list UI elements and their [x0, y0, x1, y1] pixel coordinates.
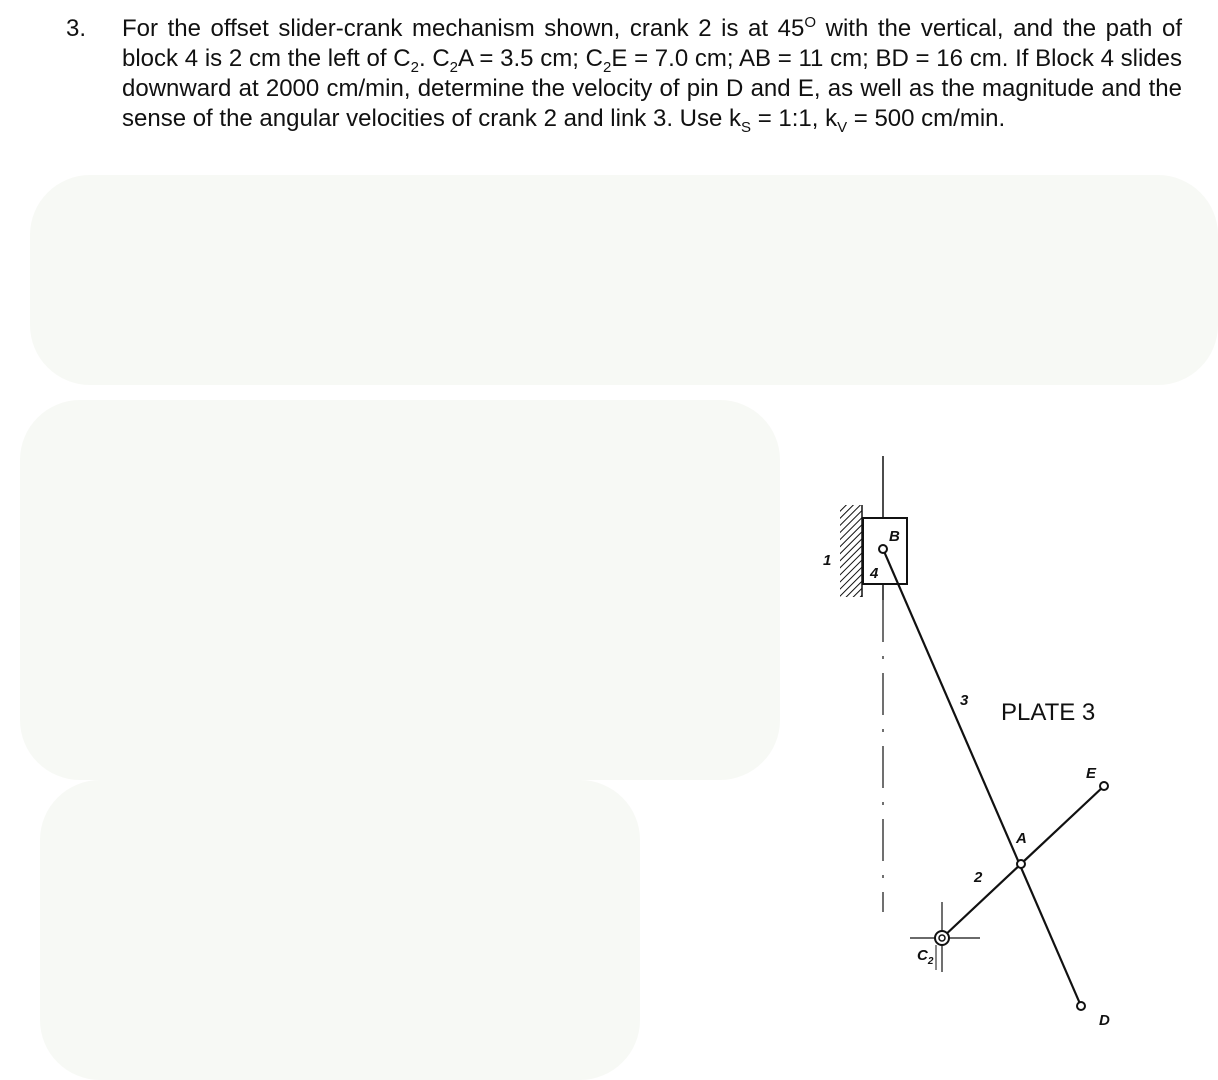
- label-frame-1: 1: [823, 552, 832, 569]
- pin-a: [1017, 860, 1025, 868]
- label-crank-2: 2: [974, 869, 983, 886]
- pin-e: [1100, 782, 1108, 790]
- pivot-c2-inner: [939, 935, 945, 941]
- problem-number: 3.: [66, 15, 87, 42]
- ground-hatch: [840, 505, 862, 597]
- label-link-3: 3: [960, 692, 969, 709]
- label-pin-e: E: [1086, 765, 1097, 782]
- label-pin-d: D: [1099, 1012, 1110, 1029]
- pin-b: [879, 545, 887, 553]
- pin-d: [1077, 1002, 1085, 1010]
- label-pin-a: A: [1016, 830, 1027, 847]
- label-block-4: 4: [870, 565, 879, 582]
- problem-text: For the offset slider-crank mechanism shown, crank 2 is at $45^O$ with the vertical, and the path of block 4 is 2 cm the left of $C_2$. $C_2A = 3.5$ cm; $C_2E = 7.0$ cm; AB = 11 cm; BD = 16 cm. If Block 4 slides downward at 2000 cm/min, determine the velocity of pin D and E, as well as the magnitude and the sense of the angular velocities of crank 2 and link 3. Use $k_S$ = 1:1, $k_V = 500$ cm/min.: [122, 14, 1182, 136]
- label-pin-b: B: [889, 528, 900, 545]
- plate-label: PLATE 3: [1001, 699, 1096, 726]
- label-pivot-c2: $C_2$: [917, 947, 934, 967]
